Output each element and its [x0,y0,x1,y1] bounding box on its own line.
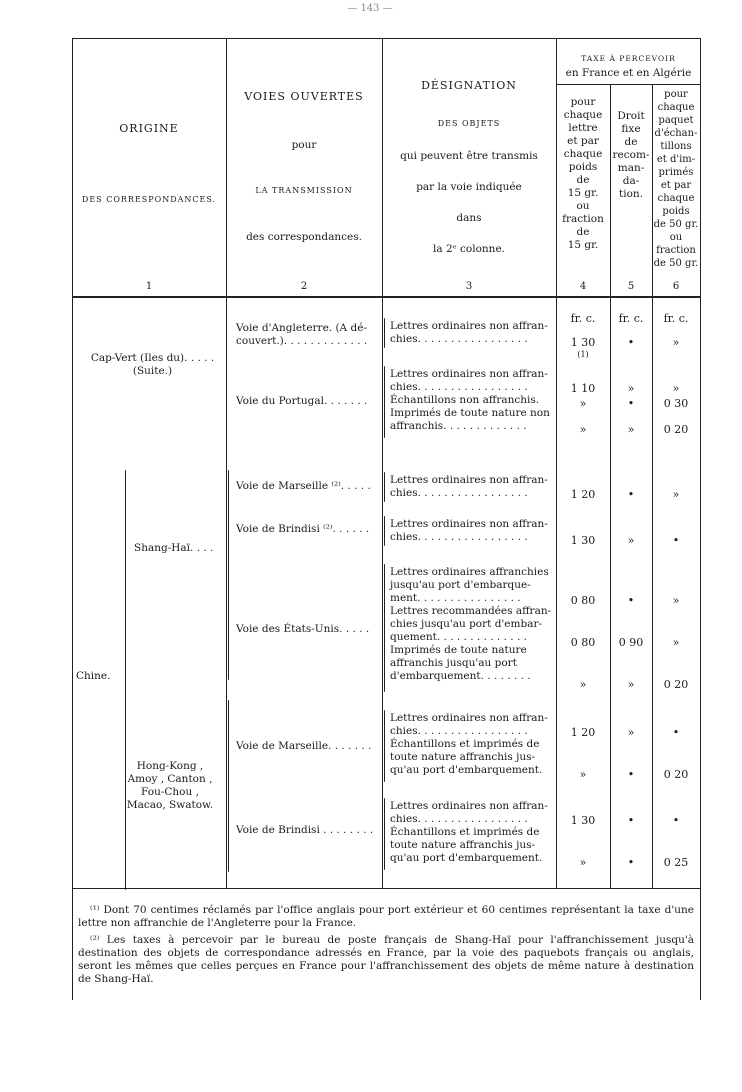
header-designation: DÉSIGNATION [421,79,517,92]
item-marseille-shanghai: Lettres ordinaires non affran- chies. . . . . . . . . . . . . . . . . [390,474,548,499]
brace-item-4 [384,516,385,546]
header-col-number-6: 6 [672,281,680,292]
brace-item-2 [384,366,385,438]
origin-shang-hai: Shang-Haï. . . . [134,542,214,554]
table-border-left [72,38,73,1000]
header-designation-l5: la 2ᵉ colonne. [433,243,505,255]
item-brindisi-shanghai: Lettres ordinaires non affran- chies. . . . . . . . . . . . . . . . . [390,518,548,543]
item-marseille-hongkong: Lettres ordinaires non affran- chies. . . . . . . . . . . . . . . . . Échantillons et imprimés de toute nature affranchis jus- qu'au port d'embarquement. [390,712,548,776]
value-c5-v7a: • [627,814,635,827]
origin-cap-vert: Cap-Vert (Iles du). . . . . (Suite.) [90,352,215,377]
value-c6-v5a: » [672,594,680,607]
value-c4-v5a: 0 80 [570,594,596,607]
header-designation-l4: dans [456,212,482,224]
col-sep-1 [226,38,227,888]
table-border-top [72,38,701,39]
header-taxe: TAXE À PERCEVOIR [581,54,676,63]
origin-chine: Chine. [76,670,111,682]
value-c4-v1-note: (1) [577,350,589,359]
table-border-right [700,38,701,1000]
footnote-2: ⁽²⁾ Les taxes à percevoir par le bureau de poste français de Shang-Haï pour l'affranchissement jusqu'à destination des objets de correspondance adressés en France, par la voie des paquebots français ou anglais, seront les mêmes que celles perçues en France pour l'affranchissement des objets de même nature à destination de Shang-Haï. [78,934,694,985]
header-designation-l2: qui peuvent être transmis [400,150,538,162]
header-rule [72,296,701,298]
value-c4-v2a: 1 10 [570,382,596,395]
table-bottom-rule [72,888,701,889]
unit-col6: fr. c. [663,312,689,325]
value-c5-v3: • [627,488,635,501]
value-c5-v4: » [627,534,635,547]
footnote-1: ⁽¹⁾ Dont 70 centimes réclamés par l'office anglais pour port extérieur et 60 centimes représentant la taxe d'une lettre non affranchie de l'Angleterre pour la France. [78,904,694,929]
value-c5-v5a: • [627,594,635,607]
origin-hong-kong-group: Hong-Kong , Amoy , Canton , Fou-Chou , Macao, Swatow. [126,760,214,811]
header-col-number-1: 1 [145,281,153,292]
value-c6-v6b: 0 20 [663,768,689,781]
header-voies-l3: des correspondances. [246,231,362,243]
header-col-number-2: 2 [300,281,308,292]
value-c4-v6a: 1 20 [570,726,596,739]
value-c4-v1: 1 30 [570,336,596,349]
header-origine: ORIGINE [119,122,179,135]
value-c4-v7b: » [579,856,587,869]
route-angleterre: Voie d'Angleterre. (A dé- couvert.). . . . . . . . . . . . . [236,322,368,347]
taxe-underline [556,84,701,85]
value-c5-v7b: • [627,856,635,869]
value-c4-v2c: » [579,423,587,436]
value-c4-v5b: 0 80 [570,636,596,649]
unit-col5: fr. c. [618,312,644,325]
header-origine-sub: DES CORRESPONDANCES. [81,195,217,204]
item-portugal: Lettres ordinaires non affran- chies. . . . . . . . . . . . . . . . . Échantillons non affranchis. Imprimés de toute nature non affranchis. . . . . . . . . . . . . [390,368,550,432]
value-c6-v4: • [672,534,680,547]
brace-item-3 [384,472,385,502]
item-lettres-angleterre: Lettres ordinaires non affran- chies. . . . . . . . . . . . . . . . . [390,320,548,345]
value-c5-v1: • [627,336,635,349]
value-c6-v5b: » [672,636,680,649]
value-c4-v3: 1 20 [570,488,596,501]
route-marseille-hongkong: Voie de Marseille. . . . . . . [236,740,372,752]
value-c6-v2a: » [672,382,680,395]
brace-item-1 [384,318,385,348]
item-brindisi-hongkong: Lettres ordinaires non affran- chies. . . . . . . . . . . . . . . . . Échantillons et imprimés de toute nature affranchis jus- qu'au port d'embarquement. [390,800,548,864]
value-c4-v2b: » [579,397,587,410]
route-marseille-shanghai: Voie de Marseille ⁽²⁾. . . . . [236,480,371,492]
brace-hong-kong [228,700,229,872]
header-col-number-5: 5 [627,281,635,292]
brace-shang-hai [228,470,229,680]
value-c4-v4: 1 30 [570,534,596,547]
header-voies: VOIES OUVERTES [244,90,364,103]
value-c5-v6a: » [627,726,635,739]
value-c6-v5c: 0 20 [663,678,689,691]
page-number: — 143 — [347,3,393,14]
header-col4-text: pour chaque lettre et par chaque poids de 15 gr. ou fraction de 15 gr. [562,96,604,251]
header-designation-l3: par la voie indiquée [416,181,522,193]
col-sep-2 [382,38,383,888]
route-etats-unis: Voie des États-Unis. . . . . [236,623,370,635]
header-voies-l2: LA TRANSMISSION [255,186,353,195]
value-c5-v5c: » [627,678,635,691]
value-c4-v7a: 1 30 [570,814,596,827]
route-portugal: Voie du Portugal. . . . . . . [236,395,368,407]
value-c5-v6b: • [627,768,635,781]
value-c4-v5c: » [579,678,587,691]
brace-item-5 [384,564,385,692]
brace-item-6 [384,710,385,782]
header-voies-l1: pour [291,139,317,151]
brace-item-7 [384,798,385,870]
value-c6-v1: » [672,336,680,349]
header-col-number-4: 4 [579,281,587,292]
header-col-number-3: 3 [465,281,473,292]
value-c6-v6a: • [672,726,680,739]
header-col5-text: Droit fixe de recom- man- da- tion. [612,110,650,200]
value-c5-v2c: » [627,423,635,436]
route-brindisi-hongkong: Voie de Brindisi . . . . . . . . [236,824,374,836]
header-col6-text: pour chaque paquet d'échan- tillons et d'im- primés et par chaque poids de 50 gr. ou fraction de 50 gr. [653,89,699,269]
value-c6-v3: » [672,488,680,501]
value-c5-v5b: 0 90 [618,636,644,649]
value-c6-v2c: 0 20 [663,423,689,436]
value-c5-v2a: » [627,382,635,395]
route-brindisi-shanghai: Voie de Brindisi ⁽²⁾. . . . . . [236,523,370,535]
value-c6-v7b: 0 25 [663,856,689,869]
brace-chine [125,470,126,890]
item-etats-unis: Lettres ordinaires affranchies jusqu'au port d'embarque- ment. . . . . . . . . . . . . . . . Lettres recommandées affran- chies jusqu'au port d'embar- quement. . . . . . . . . . . . . . Imprimés de toute nature affranchis jusqu'au port d'embarquement. . . . . . . . [390,566,552,682]
value-c4-v6b: » [579,768,587,781]
value-c5-v2b: • [627,397,635,410]
value-c6-v2b: 0 30 [663,397,689,410]
header-designation-l1: DES OBJETS [437,119,501,128]
brace-cap-vert [226,320,227,416]
header-taxe-sub: en France et en Algérie [565,67,692,79]
value-c6-v7a: • [672,814,680,827]
unit-col4: fr. c. [570,312,596,325]
